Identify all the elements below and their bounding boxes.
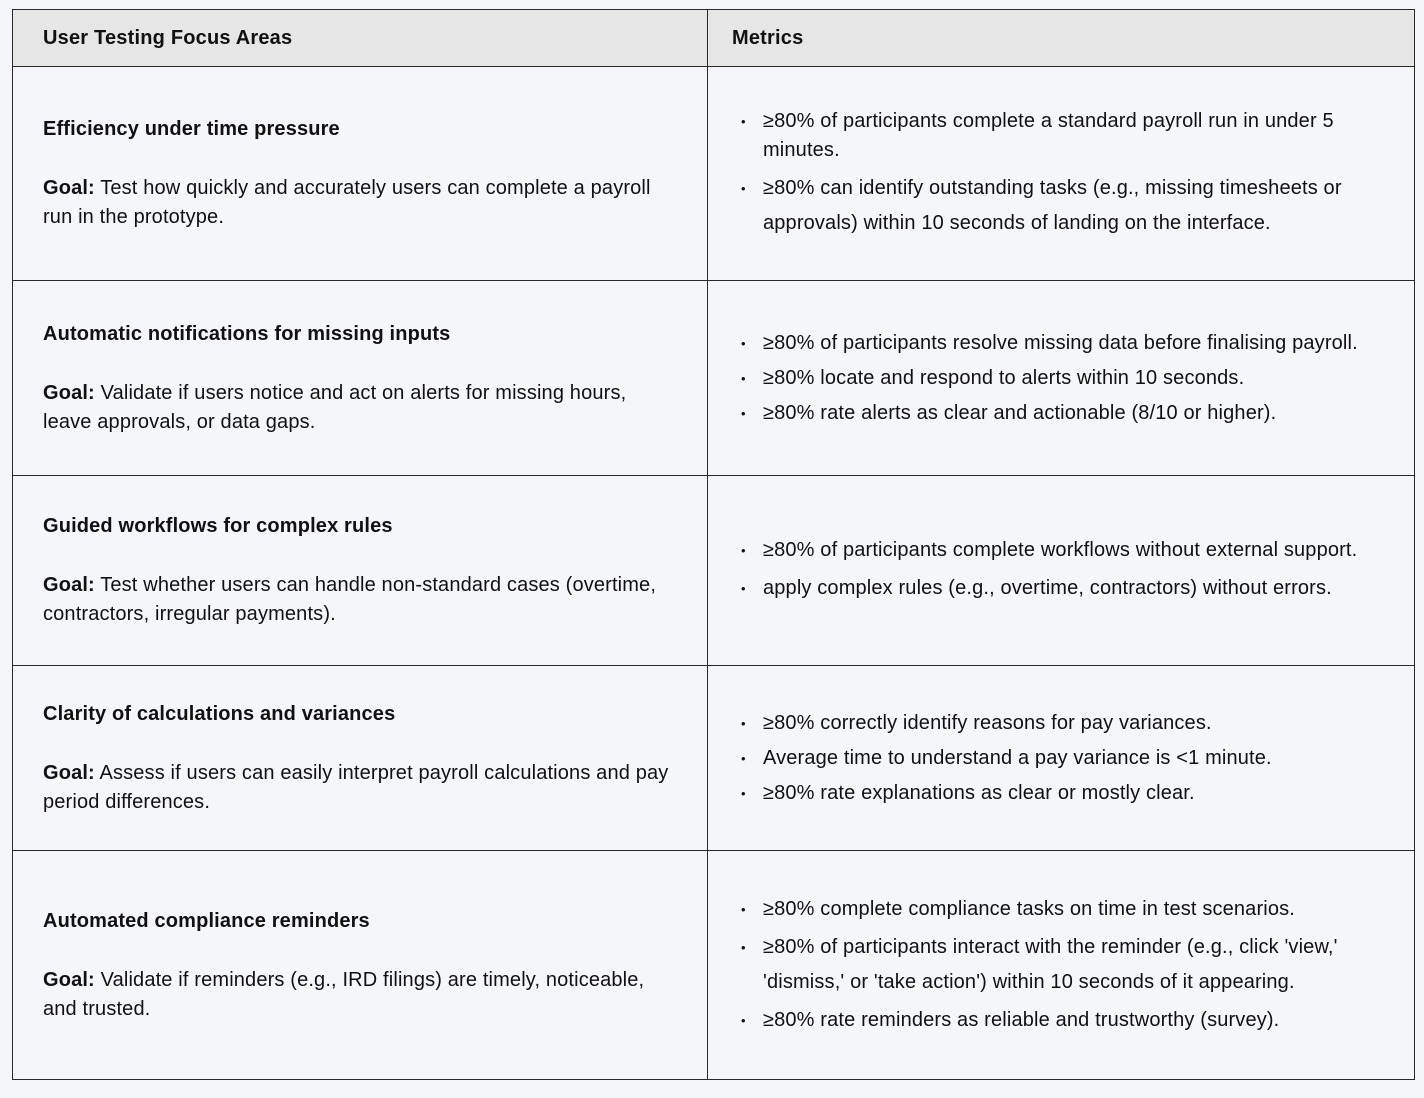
focus-area-goal <box>43 379 677 437</box>
focus-areas-table <box>12 9 1415 1080</box>
focus-area-goal <box>43 571 677 629</box>
goal-text: Assess if users can easily interpret payroll calculations and pay period differences. <box>43 761 669 813</box>
focus-area-goal <box>43 174 677 232</box>
metric-item: • ≥80% of participants complete workflows without external support. <box>738 536 1390 565</box>
column-header-focus-areas: User Testing Focus Areas <box>13 10 708 67</box>
metrics-list <box>738 536 1390 606</box>
metric-item: • ≥80% of participants interact with the reminder (e.g., click 'view,' 'dismiss,' or 'take action') within 10 seconds of it appearing. <box>738 930 1390 1000</box>
metrics-cell <box>708 476 1415 666</box>
metric-item: • ≥80% rate alerts as clear and actionable (8/10 or higher). <box>738 399 1390 428</box>
goal-label: Goal: <box>43 761 95 784</box>
focus-area-goal <box>43 759 677 817</box>
focus-area-title: Guided workflows for complex rules <box>43 515 393 537</box>
metrics-list <box>738 107 1390 241</box>
goal-label: Goal: <box>43 381 95 404</box>
goal-text: Validate if users notice and act on alerts for missing hours, leave approvals, or data gaps. <box>43 381 627 433</box>
metrics-list <box>738 709 1390 808</box>
metrics-cell <box>708 67 1415 281</box>
metric-item: • ≥80% rate explanations as clear or mostly clear. <box>738 779 1390 808</box>
metric-item: • ≥80% rate reminders as reliable and trustworthy (survey). <box>738 1006 1390 1035</box>
focus-area-cell <box>13 67 708 281</box>
table-row <box>13 281 1415 476</box>
metrics-list <box>738 329 1390 428</box>
goal-text: Test whether users can handle non-standard cases (overtime, contractors, irregular payments). <box>43 574 657 625</box>
goal-label: Goal: <box>43 177 95 199</box>
metrics-cell <box>708 851 1415 1080</box>
metric-item: • ≥80% of participants resolve missing data before finalising payroll. <box>738 329 1390 358</box>
focus-area-cell <box>13 281 708 476</box>
goal-text: Validate if reminders (e.g., IRD filings) are timely, noticeable, and trusted. <box>43 968 645 1020</box>
focus-area-title: Automatic notifications for missing inputs <box>43 322 451 345</box>
focus-area-goal <box>43 966 677 1024</box>
goal-label: Goal: <box>43 968 95 991</box>
metrics-cell <box>708 281 1415 476</box>
focus-areas-table-container <box>12 9 1414 1080</box>
metric-item: • ≥80% of participants complete a standard payroll run in under 5 minutes. <box>738 107 1390 165</box>
metric-item: • ≥80% correctly identify reasons for pay variances. <box>738 709 1390 738</box>
column-header-metrics: Metrics <box>708 10 1415 67</box>
metric-item: • ≥80% locate and respond to alerts within 10 seconds. <box>738 364 1390 393</box>
focus-area-title: Automated compliance reminders <box>43 909 370 932</box>
focus-area-cell <box>13 851 708 1080</box>
focus-area-title: Efficiency under time pressure <box>43 118 340 140</box>
metric-item: • apply complex rules (e.g., overtime, contractors) without errors. <box>738 571 1390 606</box>
table-row <box>13 67 1415 281</box>
table-row <box>13 666 1415 851</box>
focus-area-title: Clarity of calculations and variances <box>43 702 396 725</box>
metrics-cell <box>708 666 1415 851</box>
table-row <box>13 851 1415 1080</box>
metric-item: • ≥80% complete compliance tasks on time in test scenarios. <box>738 895 1390 924</box>
focus-area-cell <box>13 666 708 851</box>
metric-item: • Average time to understand a pay variance is <1 minute. <box>738 744 1390 773</box>
goal-text: Test how quickly and accurately users can complete a payroll run in the prototype. <box>43 177 651 228</box>
table-header-row <box>13 10 1415 67</box>
focus-area-cell <box>13 476 708 666</box>
metrics-list <box>738 895 1390 1035</box>
table-row <box>13 476 1415 666</box>
metric-item: • ≥80% can identify outstanding tasks (e.g., missing timesheets or approvals) within 10 seconds of landing on the interface. <box>738 171 1390 241</box>
goal-label: Goal: <box>43 574 95 596</box>
